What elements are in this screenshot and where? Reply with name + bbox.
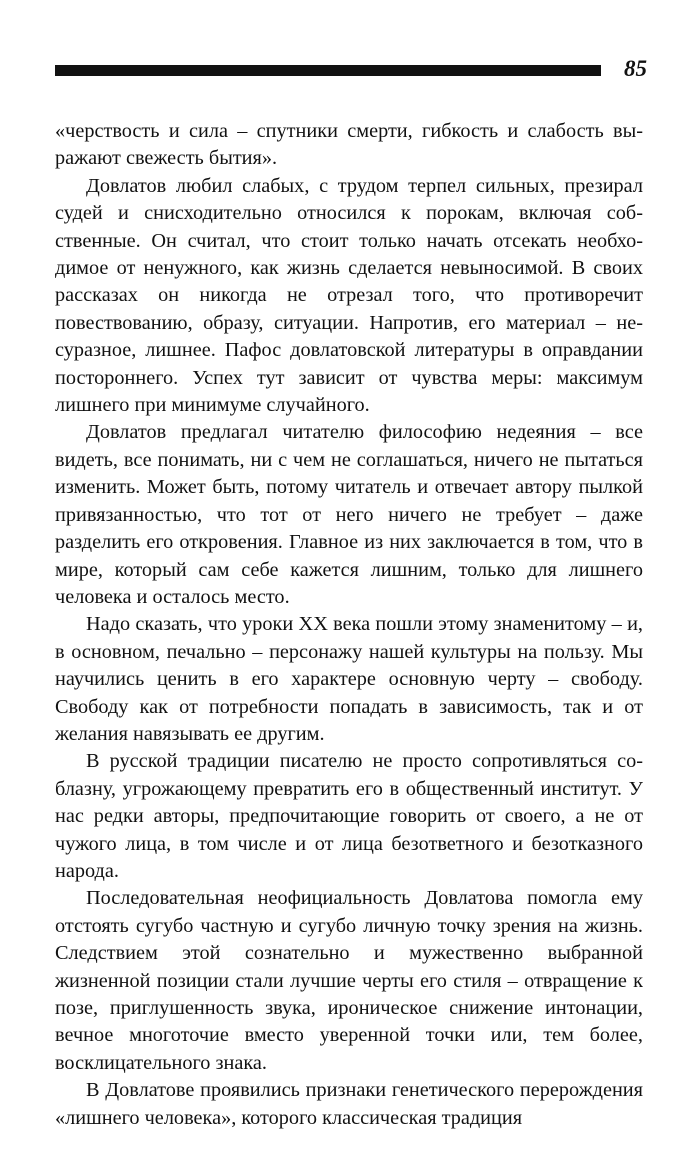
- paragraph-1: «черствость и сила – спутники смерти, гибкость и слабость выражают свежесть бытия».: [55, 120, 643, 170]
- paragraph-2: Довлатов любил слабых, с трудом терпел сильных, презирал судей и снисходительно относился к порокам, включая собственные. Он считал, что стоит только начать отсекать необходимое от ненужного, как жизнь сделается невыносимой. В своих рассказах он никогда не отрезал того, что противоречит повествованию, образу, ситуации. Напротив, его материал – несуразное, лишнее. Пафос довлатовской литературы в оправдании постороннего. Успех тут зависит от чувства меры: максимум лишнего при минимуме случайного.: [55, 174, 643, 417]
- paragraph-4: Надо сказать, что уроки XX века пошли этому знаменитому – и, в основном, печально – персонажу нашей культуры на пользу. Мы научились ценить в его характере основную черту – свободу. Свободу как от потребности попадать в зависимость, так и от желания навязывать ее другим.: [55, 613, 643, 745]
- page-number: 85: [624, 56, 647, 81]
- paragraph-7: В Довлатове проявились признаки генетического перерождения «лишнего человека», которого классическая традиция: [55, 1079, 643, 1129]
- body-text: [55, 118, 643, 1132]
- header-rule: [55, 65, 601, 76]
- page-header: [55, 58, 647, 86]
- paragraph-5: В русской традиции писателю не просто сопротивляться соблазну, угрожающему превратить его в общественный институт. У нас редки авторы, предпочитающие говорить от своего, а не от чужого лица, в том числе и от лица безответного и безотказного народа.: [55, 750, 643, 882]
- paragraph-3: Довлатов предлагал читателю философию недеяния – все видеть, все понимать, ни с чем не соглашаться, ничего не пытаться изменить. Может быть, потому читатель и отвечает автору пылкой привязанностью, что тот от него ничего не требует – даже разделить его откровения. Главное из них заключается в том, что в мире, который сам себе кажется лишним, только для лишнего человека и осталось место.: [55, 421, 643, 608]
- paragraph-6: Последовательная неофициальность Довлатова помогла ему отстоять сугубо частную и сугубо личную точку зрения на жизнь. Следствием этой сознательно и мужественно выбранной жизненной позиции стали лучшие черты его стиля – отвращение к позе, приглушенность звука, ироническое снижение интонации, вечное многоточие вместо уверенной точки или, тем более, восклицательного знака.: [55, 887, 643, 1074]
